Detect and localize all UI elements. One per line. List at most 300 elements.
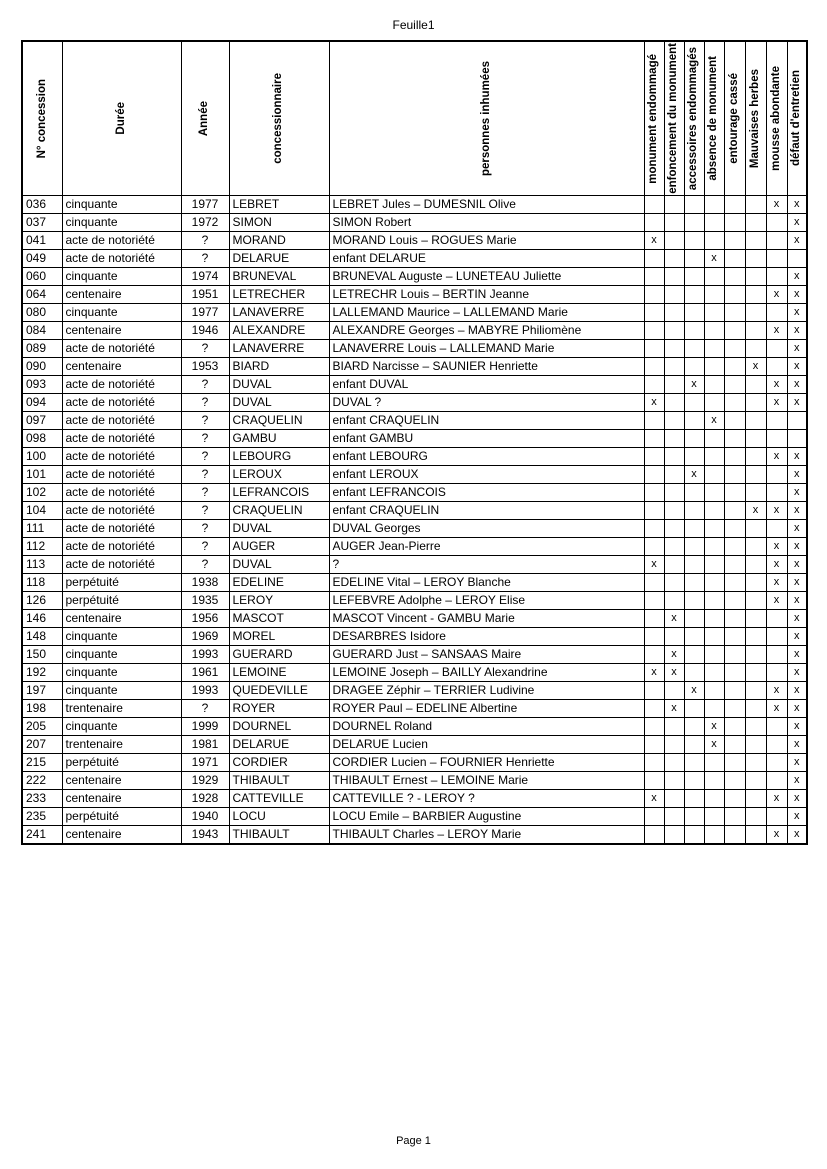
column-header-personnes bbox=[329, 41, 644, 196]
cell-personnes: enfant LEBOURG bbox=[329, 448, 644, 466]
cell-mark-empty bbox=[724, 664, 745, 682]
column-header-label: mousse abondante bbox=[769, 66, 782, 171]
cell-mark-empty bbox=[664, 682, 684, 700]
cell-mark-x: x bbox=[704, 250, 724, 268]
cell-mark-empty bbox=[644, 304, 664, 322]
cell-annee: 1993 bbox=[181, 646, 229, 664]
cell-mark-empty bbox=[644, 286, 664, 304]
cell-mark-empty bbox=[745, 754, 766, 772]
cell-mark-x: x bbox=[787, 610, 807, 628]
cell-mark-empty bbox=[684, 358, 704, 376]
cell-duree: acte de notoriété bbox=[62, 394, 181, 412]
cell-mark-x: x bbox=[787, 736, 807, 754]
cell-annee: 1981 bbox=[181, 736, 229, 754]
cell-duree: centenaire bbox=[62, 772, 181, 790]
cell-concessionnaire: BIARD bbox=[229, 358, 329, 376]
cell-mark-empty bbox=[766, 232, 787, 250]
table-row bbox=[22, 808, 807, 826]
cell-mark-empty bbox=[644, 358, 664, 376]
cell-mark-empty bbox=[745, 556, 766, 574]
cell-mark-x: x bbox=[787, 322, 807, 340]
column-header-concessionnaire bbox=[229, 41, 329, 196]
cell-mark-x: x bbox=[787, 286, 807, 304]
cell-personnes: SIMON Robert bbox=[329, 214, 644, 232]
cell-mark-empty bbox=[644, 412, 664, 430]
cell-mark-empty bbox=[664, 574, 684, 592]
cell-mark-empty bbox=[684, 718, 704, 736]
cell-mark-empty bbox=[745, 610, 766, 628]
cell-annee: 1974 bbox=[181, 268, 229, 286]
cell-personnes: enfant LEFRANCOIS bbox=[329, 484, 644, 502]
cell-concession: 041 bbox=[22, 232, 62, 250]
cell-annee: 1953 bbox=[181, 358, 229, 376]
cell-mark-x: x bbox=[766, 376, 787, 394]
cell-mark-empty bbox=[704, 754, 724, 772]
table-row bbox=[22, 358, 807, 376]
cell-concessionnaire: QUEDEVILLE bbox=[229, 682, 329, 700]
cell-mark-x: x bbox=[787, 574, 807, 592]
cell-mark-empty bbox=[644, 682, 664, 700]
cell-mark-empty bbox=[664, 556, 684, 574]
cell-annee: 1977 bbox=[181, 196, 229, 214]
cell-concessionnaire: DELARUE bbox=[229, 736, 329, 754]
table-body bbox=[22, 196, 807, 845]
cell-mark-empty bbox=[644, 466, 664, 484]
cell-mark-empty bbox=[664, 448, 684, 466]
cell-mark-empty bbox=[664, 430, 684, 448]
cell-concessionnaire: GUERARD bbox=[229, 646, 329, 664]
cell-mark-x: x bbox=[787, 538, 807, 556]
cell-mark-empty bbox=[745, 664, 766, 682]
cell-mark-x: x bbox=[704, 718, 724, 736]
cell-mark-x: x bbox=[745, 358, 766, 376]
cell-mark-x: x bbox=[644, 664, 664, 682]
cell-mark-empty bbox=[745, 376, 766, 394]
cell-personnes: EDELINE Vital – LEROY Blanche bbox=[329, 574, 644, 592]
cell-concession: 207 bbox=[22, 736, 62, 754]
cell-mark-x: x bbox=[766, 574, 787, 592]
cell-mark-empty bbox=[704, 286, 724, 304]
cell-mark-x: x bbox=[787, 394, 807, 412]
cell-concessionnaire: LEROY bbox=[229, 592, 329, 610]
cell-mark-empty bbox=[745, 772, 766, 790]
table-row bbox=[22, 268, 807, 286]
cell-mark-empty bbox=[644, 502, 664, 520]
cell-mark-empty bbox=[704, 232, 724, 250]
cell-mark-empty bbox=[664, 304, 684, 322]
cell-annee: 1961 bbox=[181, 664, 229, 682]
cell-mark-empty bbox=[664, 628, 684, 646]
cell-mark-empty bbox=[664, 412, 684, 430]
cell-personnes: enfant DELARUE bbox=[329, 250, 644, 268]
cell-mark-x: x bbox=[766, 790, 787, 808]
cell-mark-empty bbox=[724, 826, 745, 845]
cell-mark-empty bbox=[644, 250, 664, 268]
cell-annee: ? bbox=[181, 538, 229, 556]
cell-personnes: MORAND Louis – ROGUES Marie bbox=[329, 232, 644, 250]
cell-mark-x: x bbox=[766, 286, 787, 304]
cell-mark-x: x bbox=[787, 682, 807, 700]
cell-mark-empty bbox=[787, 250, 807, 268]
cell-concession: 060 bbox=[22, 268, 62, 286]
cell-mark-empty bbox=[724, 250, 745, 268]
cell-mark-empty bbox=[724, 268, 745, 286]
cell-annee: 1999 bbox=[181, 718, 229, 736]
cell-mark-empty bbox=[644, 736, 664, 754]
cell-mark-empty bbox=[787, 430, 807, 448]
cell-annee: 1969 bbox=[181, 628, 229, 646]
cell-personnes: ALEXANDRE Georges – MABYRE Philiomène bbox=[329, 322, 644, 340]
cell-mark-empty bbox=[724, 736, 745, 754]
column-header-duree bbox=[62, 41, 181, 196]
cell-annee: ? bbox=[181, 250, 229, 268]
cell-concession: 089 bbox=[22, 340, 62, 358]
cell-mark-empty bbox=[684, 574, 704, 592]
cell-mark-empty bbox=[704, 196, 724, 214]
cell-mark-empty bbox=[704, 538, 724, 556]
cell-mark-empty bbox=[745, 736, 766, 754]
cell-mark-x: x bbox=[787, 520, 807, 538]
cell-mark-empty bbox=[684, 592, 704, 610]
cell-mark-empty bbox=[704, 502, 724, 520]
cell-duree: acte de notoriété bbox=[62, 520, 181, 538]
cell-mark-empty bbox=[664, 772, 684, 790]
cell-mark-empty bbox=[664, 718, 684, 736]
cell-personnes: enfant CRAQUELIN bbox=[329, 412, 644, 430]
cell-mark-empty bbox=[644, 484, 664, 502]
table-row bbox=[22, 700, 807, 718]
cell-mark-x: x bbox=[745, 502, 766, 520]
cell-mark-empty bbox=[724, 448, 745, 466]
cell-mark-empty bbox=[704, 790, 724, 808]
column-header-absence-monument bbox=[704, 41, 724, 196]
cell-mark-empty bbox=[664, 286, 684, 304]
cell-duree: perpétuité bbox=[62, 592, 181, 610]
cell-mark-x: x bbox=[644, 232, 664, 250]
cell-concessionnaire: LEMOINE bbox=[229, 664, 329, 682]
cell-mark-empty bbox=[644, 520, 664, 538]
cell-mark-empty bbox=[745, 430, 766, 448]
cell-duree: trentenaire bbox=[62, 700, 181, 718]
cell-concessionnaire: EDELINE bbox=[229, 574, 329, 592]
cell-mark-empty bbox=[644, 322, 664, 340]
cell-mark-empty bbox=[684, 286, 704, 304]
concessions-table bbox=[21, 40, 808, 845]
cell-mark-empty bbox=[704, 484, 724, 502]
cell-duree: acte de notoriété bbox=[62, 466, 181, 484]
cell-mark-empty bbox=[644, 592, 664, 610]
cell-mark-empty bbox=[644, 340, 664, 358]
cell-concession: 241 bbox=[22, 826, 62, 845]
cell-mark-empty bbox=[724, 394, 745, 412]
cell-mark-empty bbox=[664, 790, 684, 808]
cell-mark-x: x bbox=[704, 412, 724, 430]
cell-concession: 198 bbox=[22, 700, 62, 718]
column-header-label: monument endommagé bbox=[647, 53, 660, 184]
cell-annee: ? bbox=[181, 340, 229, 358]
cell-mark-empty bbox=[704, 430, 724, 448]
cell-mark-empty bbox=[766, 430, 787, 448]
cell-mark-x: x bbox=[766, 394, 787, 412]
cell-mark-empty bbox=[684, 412, 704, 430]
cell-personnes: CORDIER Lucien – FOURNIER Henriette bbox=[329, 754, 644, 772]
cell-annee: 1977 bbox=[181, 304, 229, 322]
cell-mark-empty bbox=[766, 484, 787, 502]
cell-mark-x: x bbox=[787, 808, 807, 826]
cell-mark-empty bbox=[724, 538, 745, 556]
cell-mark-empty bbox=[766, 610, 787, 628]
cell-concession: 235 bbox=[22, 808, 62, 826]
cell-annee: ? bbox=[181, 484, 229, 502]
cell-concessionnaire: LANAVERRE bbox=[229, 304, 329, 322]
cell-personnes: BRUNEVAL Auguste – LUNETEAU Juliette bbox=[329, 268, 644, 286]
cell-mark-empty bbox=[684, 448, 704, 466]
cell-mark-empty bbox=[766, 268, 787, 286]
table-row bbox=[22, 556, 807, 574]
cell-mark-empty bbox=[644, 718, 664, 736]
cell-mark-empty bbox=[724, 376, 745, 394]
cell-personnes: enfant DUVAL bbox=[329, 376, 644, 394]
cell-duree: cinquante bbox=[62, 196, 181, 214]
cell-mark-empty bbox=[745, 520, 766, 538]
cell-mark-empty bbox=[745, 826, 766, 845]
cell-mark-empty bbox=[766, 520, 787, 538]
cell-mark-empty bbox=[684, 268, 704, 286]
table-row bbox=[22, 340, 807, 358]
cell-concessionnaire: BRUNEVAL bbox=[229, 268, 329, 286]
cell-mark-empty bbox=[644, 700, 664, 718]
cell-concession: 113 bbox=[22, 556, 62, 574]
cell-mark-empty bbox=[724, 196, 745, 214]
table-row bbox=[22, 826, 807, 845]
cell-concessionnaire: DUVAL bbox=[229, 556, 329, 574]
cell-mark-empty bbox=[664, 736, 684, 754]
cell-annee: ? bbox=[181, 556, 229, 574]
cell-mark-empty bbox=[766, 754, 787, 772]
cell-personnes: LANAVERRE Louis – LALLEMAND Marie bbox=[329, 340, 644, 358]
cell-mark-empty bbox=[766, 340, 787, 358]
cell-duree: perpétuité bbox=[62, 574, 181, 592]
cell-mark-empty bbox=[704, 556, 724, 574]
table-row bbox=[22, 502, 807, 520]
cell-personnes: DOURNEL Roland bbox=[329, 718, 644, 736]
cell-mark-empty bbox=[745, 394, 766, 412]
cell-mark-empty bbox=[745, 484, 766, 502]
cell-concessionnaire: AUGER bbox=[229, 538, 329, 556]
cell-mark-empty bbox=[704, 592, 724, 610]
cell-concessionnaire: MOREL bbox=[229, 628, 329, 646]
cell-personnes: LEFEBVRE Adolphe – LEROY Elise bbox=[329, 592, 644, 610]
cell-mark-empty bbox=[644, 646, 664, 664]
cell-mark-empty bbox=[724, 790, 745, 808]
cell-annee: 1935 bbox=[181, 592, 229, 610]
cell-personnes: ? bbox=[329, 556, 644, 574]
cell-mark-x: x bbox=[787, 772, 807, 790]
column-header-annee bbox=[181, 41, 229, 196]
cell-duree: acte de notoriété bbox=[62, 376, 181, 394]
cell-mark-empty bbox=[704, 394, 724, 412]
cell-mark-empty bbox=[724, 358, 745, 376]
cell-mark-empty bbox=[684, 700, 704, 718]
cell-mark-empty bbox=[724, 340, 745, 358]
table-row bbox=[22, 286, 807, 304]
cell-mark-empty bbox=[704, 322, 724, 340]
cell-mark-empty bbox=[684, 646, 704, 664]
cell-mark-x: x bbox=[644, 394, 664, 412]
cell-duree: cinquante bbox=[62, 664, 181, 682]
cell-mark-x: x bbox=[787, 646, 807, 664]
cell-mark-empty bbox=[766, 304, 787, 322]
table-row bbox=[22, 754, 807, 772]
cell-personnes: LETRECHR Louis – BERTIN Jeanne bbox=[329, 286, 644, 304]
column-header-label: Mauvaises herbes bbox=[748, 68, 761, 169]
cell-concession: 049 bbox=[22, 250, 62, 268]
cell-concession: 215 bbox=[22, 754, 62, 772]
cell-mark-x: x bbox=[684, 376, 704, 394]
cell-mark-empty bbox=[704, 808, 724, 826]
cell-concessionnaire: DOURNEL bbox=[229, 718, 329, 736]
cell-annee: 1938 bbox=[181, 574, 229, 592]
cell-duree: cinquante bbox=[62, 268, 181, 286]
cell-mark-empty bbox=[684, 250, 704, 268]
cell-annee: 1929 bbox=[181, 772, 229, 790]
cell-concession: 064 bbox=[22, 286, 62, 304]
cell-mark-empty bbox=[644, 628, 664, 646]
cell-concessionnaire: MORAND bbox=[229, 232, 329, 250]
cell-mark-empty bbox=[704, 268, 724, 286]
cell-mark-x: x bbox=[787, 754, 807, 772]
sheet-title: Feuille1 bbox=[392, 18, 435, 32]
cell-mark-x: x bbox=[704, 736, 724, 754]
column-header-label: N° concession bbox=[35, 78, 48, 159]
cell-concession: 104 bbox=[22, 502, 62, 520]
cell-concessionnaire: DUVAL bbox=[229, 376, 329, 394]
cell-concession: 112 bbox=[22, 538, 62, 556]
cell-mark-x: x bbox=[644, 790, 664, 808]
cell-mark-empty bbox=[724, 574, 745, 592]
cell-concessionnaire: LANAVERRE bbox=[229, 340, 329, 358]
cell-mark-x: x bbox=[766, 196, 787, 214]
column-header-monument-endommage bbox=[644, 41, 664, 196]
cell-mark-x: x bbox=[684, 466, 704, 484]
cell-mark-x: x bbox=[787, 790, 807, 808]
cell-mark-empty bbox=[664, 538, 684, 556]
cell-mark-empty bbox=[664, 520, 684, 538]
cell-concessionnaire: MASCOT bbox=[229, 610, 329, 628]
cell-personnes: enfant GAMBU bbox=[329, 430, 644, 448]
cell-concessionnaire: LEBOURG bbox=[229, 448, 329, 466]
cell-concession: 100 bbox=[22, 448, 62, 466]
cell-duree: centenaire bbox=[62, 610, 181, 628]
cell-mark-x: x bbox=[787, 826, 807, 845]
table-row bbox=[22, 736, 807, 754]
cell-annee: ? bbox=[181, 520, 229, 538]
cell-mark-empty bbox=[724, 592, 745, 610]
cell-mark-empty bbox=[745, 304, 766, 322]
table-row bbox=[22, 610, 807, 628]
cell-mark-empty bbox=[664, 826, 684, 845]
cell-duree: cinquante bbox=[62, 628, 181, 646]
cell-mark-empty bbox=[745, 808, 766, 826]
cell-mark-empty bbox=[724, 628, 745, 646]
column-header-label: accessoires endommagés bbox=[687, 46, 700, 191]
cell-concession: 146 bbox=[22, 610, 62, 628]
cell-annee: ? bbox=[181, 700, 229, 718]
cell-concessionnaire: THIBAULT bbox=[229, 772, 329, 790]
cell-mark-empty bbox=[745, 646, 766, 664]
cell-duree: acte de notoriété bbox=[62, 502, 181, 520]
column-header-label: Durée bbox=[114, 102, 127, 135]
cell-mark-empty bbox=[684, 484, 704, 502]
cell-concession: 233 bbox=[22, 790, 62, 808]
cell-mark-empty bbox=[745, 466, 766, 484]
cell-mark-empty bbox=[745, 790, 766, 808]
table-row bbox=[22, 574, 807, 592]
cell-mark-empty bbox=[704, 772, 724, 790]
cell-duree: acte de notoriété bbox=[62, 448, 181, 466]
cell-duree: acte de notoriété bbox=[62, 250, 181, 268]
cell-mark-empty bbox=[724, 412, 745, 430]
cell-annee: 1943 bbox=[181, 826, 229, 845]
cell-concessionnaire: DUVAL bbox=[229, 394, 329, 412]
table-row bbox=[22, 214, 807, 232]
cell-duree: centenaire bbox=[62, 286, 181, 304]
cell-concessionnaire: CATTEVILLE bbox=[229, 790, 329, 808]
cell-mark-x: x bbox=[787, 628, 807, 646]
cell-mark-empty bbox=[684, 520, 704, 538]
cell-duree: cinquante bbox=[62, 304, 181, 322]
cell-mark-empty bbox=[787, 412, 807, 430]
cell-mark-x: x bbox=[787, 448, 807, 466]
cell-mark-empty bbox=[664, 322, 684, 340]
cell-personnes: enfant LEROUX bbox=[329, 466, 644, 484]
cell-mark-empty bbox=[684, 196, 704, 214]
cell-mark-empty bbox=[704, 520, 724, 538]
cell-mark-empty bbox=[664, 808, 684, 826]
cell-concession: 090 bbox=[22, 358, 62, 376]
cell-duree: perpétuité bbox=[62, 754, 181, 772]
cell-mark-empty bbox=[704, 340, 724, 358]
cell-concession: 101 bbox=[22, 466, 62, 484]
cell-mark-empty bbox=[724, 772, 745, 790]
cell-concession: 222 bbox=[22, 772, 62, 790]
table-row bbox=[22, 718, 807, 736]
cell-mark-empty bbox=[644, 376, 664, 394]
cell-mark-empty bbox=[766, 466, 787, 484]
cell-mark-empty bbox=[704, 682, 724, 700]
cell-personnes: enfant CRAQUELIN bbox=[329, 502, 644, 520]
cell-mark-empty bbox=[745, 412, 766, 430]
cell-duree: perpétuité bbox=[62, 808, 181, 826]
table-row bbox=[22, 682, 807, 700]
cell-mark-x: x bbox=[787, 484, 807, 502]
cell-mark-empty bbox=[724, 682, 745, 700]
cell-mark-empty bbox=[745, 574, 766, 592]
cell-mark-empty bbox=[724, 556, 745, 574]
cell-mark-empty bbox=[684, 430, 704, 448]
cell-annee: 1972 bbox=[181, 214, 229, 232]
cell-mark-empty bbox=[724, 286, 745, 304]
cell-mark-empty bbox=[745, 628, 766, 646]
cell-duree: acte de notoriété bbox=[62, 538, 181, 556]
cell-mark-empty bbox=[684, 610, 704, 628]
cell-concessionnaire: DELARUE bbox=[229, 250, 329, 268]
cell-mark-empty bbox=[644, 574, 664, 592]
cell-duree: cinquante bbox=[62, 646, 181, 664]
cell-concessionnaire: LEFRANCOIS bbox=[229, 484, 329, 502]
cell-mark-empty bbox=[766, 664, 787, 682]
cell-mark-x: x bbox=[787, 304, 807, 322]
